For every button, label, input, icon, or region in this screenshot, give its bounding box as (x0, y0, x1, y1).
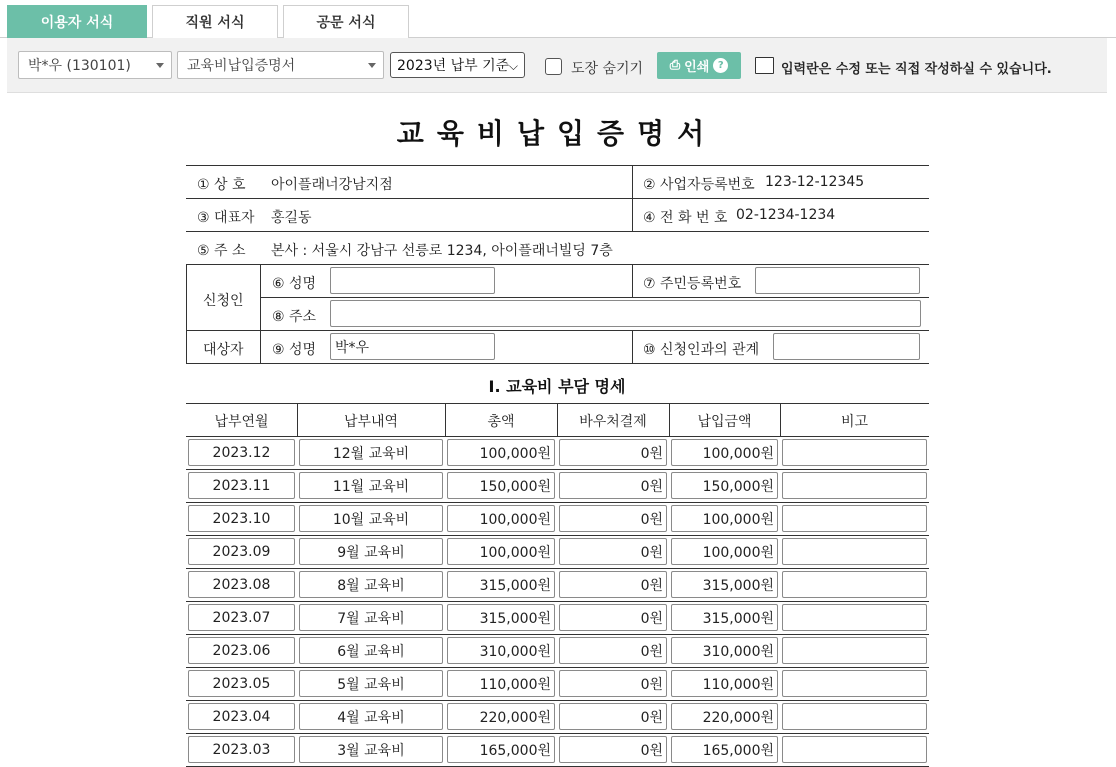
tab-staff-forms[interactable]: 직원 서식 (152, 5, 278, 38)
table-cell-input[interactable]: 0원 (559, 604, 667, 631)
target-name-label: ⑨ 성명 (272, 342, 317, 358)
table-cell-input[interactable]: 2023.09 (188, 538, 295, 565)
rule (260, 264, 261, 363)
toolbar (7, 38, 1107, 93)
applicant-label: 신청인 (203, 293, 244, 309)
applicant-id-input[interactable] (755, 267, 920, 294)
table-cell-input[interactable]: 0원 (559, 736, 667, 763)
table-cell-input[interactable]: 315,000원 (671, 571, 778, 598)
phone-value: 02-1234-1234 (736, 207, 836, 223)
table-cell-input[interactable]: 100,000원 (447, 505, 555, 532)
table-cell-input[interactable]: 220,000원 (447, 703, 555, 730)
table-cell-input[interactable] (782, 736, 927, 763)
table-cell-input[interactable]: 4월 교육비 (299, 703, 443, 730)
rule (260, 297, 929, 298)
table-cell-input[interactable]: 0원 (559, 637, 667, 664)
rule (186, 264, 187, 363)
rule (186, 568, 929, 569)
phone-label: ④ 전 화 번 호 (643, 210, 728, 226)
table-cell-input[interactable]: 100,000원 (671, 439, 778, 466)
person-select[interactable] (18, 51, 172, 79)
rule (186, 363, 929, 364)
target-name-input[interactable]: 박*우 (330, 333, 495, 360)
form-select-value: 교육비납입증명서 (187, 58, 296, 74)
table-cell-input[interactable] (782, 703, 927, 730)
rule (186, 330, 929, 331)
table-cell-input[interactable]: 10월 교육비 (299, 505, 443, 532)
column-header: 바우처결제 (579, 414, 647, 430)
table-cell-input[interactable]: 12월 교육비 (299, 439, 443, 466)
column-header: 총액 (487, 414, 515, 430)
column-header: 납입금액 (697, 414, 752, 430)
address-label: ⑤ 주 소 (197, 243, 246, 259)
table-cell-input[interactable]: 8월 교육비 (299, 571, 443, 598)
chevron-down-icon: ⌵ (508, 59, 518, 73)
table-cell-input[interactable]: 2023.11 (188, 472, 295, 499)
address-value: 본사 : 서울시 강남구 선릉로 1234, 아이플래너빌딩 7층 (271, 243, 613, 259)
dropdown-arrow-icon (156, 63, 164, 68)
table-cell-input[interactable]: 100,000원 (671, 538, 778, 565)
table-cell-input[interactable]: 315,000원 (447, 571, 555, 598)
person-select-value: 박*우 (130101) (28, 58, 131, 74)
hide-stamp-checkbox[interactable] (545, 58, 562, 75)
table-cell-input[interactable]: 7월 교육비 (299, 604, 443, 631)
applicant-name-input[interactable] (330, 267, 495, 294)
rule (186, 601, 929, 602)
document-title: 교육비납입증명서 (396, 117, 718, 150)
printer-icon: ⎙ (669, 58, 681, 73)
table-cell-input[interactable]: 100,000원 (447, 439, 555, 466)
rule (186, 667, 929, 668)
print-button[interactable] (657, 52, 741, 79)
help-icon[interactable]: ? (713, 58, 728, 73)
table-cell-input[interactable]: 11월 교육비 (299, 472, 443, 499)
table-cell-input[interactable]: 220,000원 (671, 703, 778, 730)
column-header: 납부내역 (343, 414, 399, 430)
applicant-address-label: ⑧ 주소 (272, 309, 317, 325)
table-cell-input[interactable]: 3월 교육비 (299, 736, 443, 763)
rule (186, 733, 929, 734)
rule (186, 231, 929, 232)
table-cell-input[interactable] (782, 637, 927, 664)
table-cell-input[interactable]: 100,000원 (447, 538, 555, 565)
hide-stamp-label[interactable]: 도장 숨기기 (571, 61, 644, 77)
year-select[interactable] (390, 52, 525, 78)
relation-input[interactable] (773, 333, 920, 360)
business-number-value: 123-12-12345 (765, 174, 865, 190)
table-cell-input[interactable]: 110,000원 (671, 670, 778, 697)
table-cell-input[interactable] (782, 670, 927, 697)
tab-official-forms[interactable]: 공문 서식 (283, 5, 409, 38)
table-cell-input[interactable]: 310,000원 (671, 637, 778, 664)
representative-value: 홍길동 (271, 210, 312, 226)
table-cell-input[interactable]: 0원 (559, 571, 667, 598)
rule (632, 330, 633, 363)
table-cell-input[interactable]: 110,000원 (447, 670, 555, 697)
rule (186, 264, 929, 265)
table-cell-input[interactable]: 2023.07 (188, 604, 295, 631)
print-button-label: 인쇄 (684, 60, 710, 75)
rule (186, 165, 929, 166)
business-number-label: ② 사업자등록번호 (643, 177, 755, 193)
applicant-id-label: ⑦ 주민등록번호 (643, 276, 742, 292)
form-select[interactable] (177, 51, 384, 79)
table-cell-input[interactable]: 165,000원 (447, 736, 555, 763)
column-header: 비고 (840, 414, 869, 430)
applicant-name-label: ⑥ 성명 (272, 276, 317, 292)
rule (186, 700, 929, 701)
rule (632, 264, 633, 297)
tab-user-forms[interactable]: 이용자 서식 (7, 5, 147, 38)
table-cell-input[interactable]: 2023.06 (188, 637, 295, 664)
table-cell-input[interactable]: 0원 (559, 538, 667, 565)
company-label: ① 상 호 (197, 177, 246, 193)
rule (186, 436, 929, 437)
editable-notice: 입력란은 수정 또는 직접 작성하실 수 있습니다. (781, 62, 1052, 77)
relation-label: ⑩ 신청인과의 관계 (643, 342, 760, 358)
table-cell-input[interactable]: 315,000원 (671, 604, 778, 631)
table-cell-input[interactable]: 0원 (559, 703, 667, 730)
applicant-address-input[interactable] (330, 300, 921, 327)
table-cell-input[interactable]: 150,000원 (671, 472, 778, 499)
table-cell-input[interactable]: 2023.12 (188, 439, 295, 466)
table-cell-input[interactable]: 9월 교육비 (299, 538, 443, 565)
table-cell-input[interactable]: 165,000원 (671, 736, 778, 763)
year-select-value: 2023년 납부 기준 (397, 58, 510, 74)
rule (186, 198, 929, 199)
dropdown-arrow-icon (368, 63, 376, 68)
section-title: Ⅰ. 교육비 부담 명세 (488, 377, 626, 396)
rule (186, 535, 929, 536)
table-cell-input[interactable] (782, 439, 927, 466)
table-cell-input[interactable] (782, 472, 927, 499)
tab-bar (0, 0, 1116, 38)
table-cell-input[interactable]: 310,000원 (447, 637, 555, 664)
table-cell-input[interactable]: 2023.10 (188, 505, 295, 532)
table-cell-input[interactable]: 100,000원 (671, 505, 778, 532)
rule (186, 502, 929, 503)
table-cell-input[interactable]: 6월 교육비 (299, 637, 443, 664)
table-cell-input[interactable]: 0원 (559, 670, 667, 697)
company-value: 아이플래너강남지점 (271, 177, 393, 193)
table-cell-input[interactable]: 150,000원 (447, 472, 555, 499)
table-cell-input[interactable]: 2023.03 (188, 736, 295, 763)
table-cell-input[interactable]: 2023.08 (188, 571, 295, 598)
table-cell-input[interactable]: 0원 (559, 505, 667, 532)
rule (186, 634, 929, 635)
table-cell-input[interactable] (782, 505, 927, 532)
target-label: 대상자 (203, 342, 244, 358)
table-cell-input[interactable] (782, 571, 927, 598)
notice-checkbox-icon (755, 57, 774, 74)
table-cell-input[interactable]: 2023.05 (188, 670, 295, 697)
rule (632, 165, 633, 231)
table-cell-input[interactable]: 0원 (559, 439, 667, 466)
column-header: 납부연월 (214, 414, 269, 430)
representative-label: ③ 대표자 (197, 210, 255, 226)
table-cell-input[interactable] (782, 604, 927, 631)
rule (186, 469, 929, 470)
table-cell-input[interactable]: 315,000원 (447, 604, 555, 631)
table-cell-input[interactable]: 0원 (559, 472, 667, 499)
table-cell-input[interactable]: 5월 교육비 (299, 670, 443, 697)
table-cell-input[interactable] (782, 538, 927, 565)
table-cell-input[interactable]: 2023.04 (188, 703, 295, 730)
